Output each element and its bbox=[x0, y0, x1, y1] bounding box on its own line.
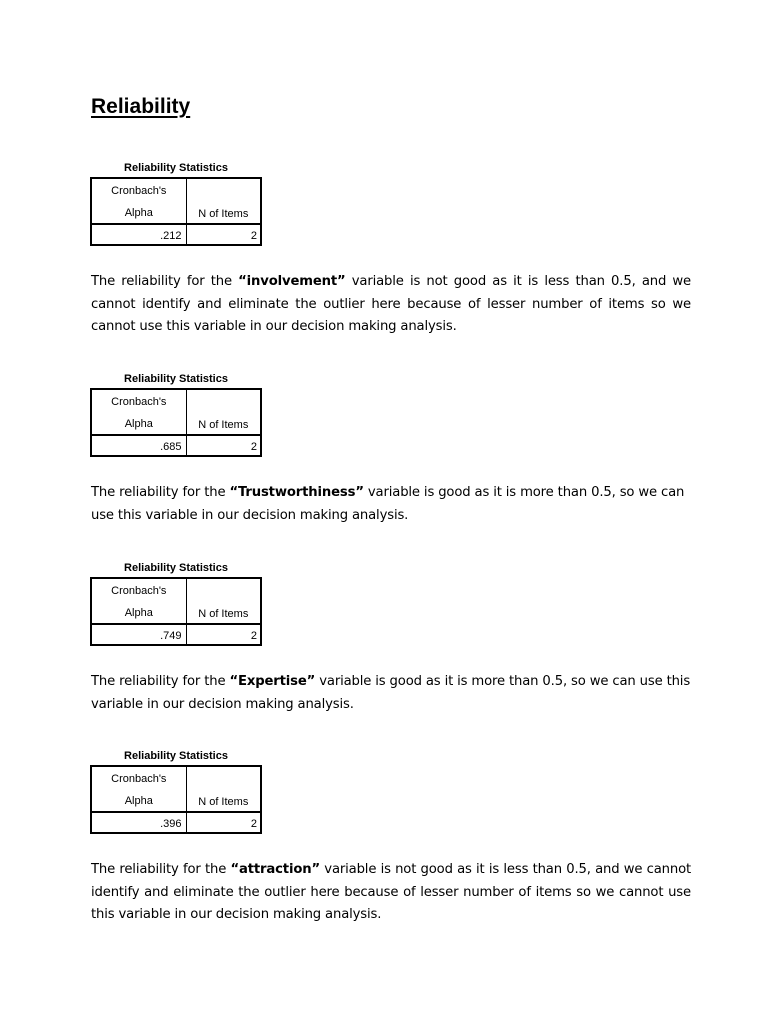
header-line-2: Alpha bbox=[124, 607, 153, 619]
n-of-items-header: N of Items bbox=[186, 389, 261, 435]
paragraph-lead: The reliability for the bbox=[91, 674, 230, 689]
reliability-stats-block-trustworthiness bbox=[90, 372, 262, 457]
n-of-items-value: 2 bbox=[250, 230, 257, 242]
paragraph-rest: variable is not good as it is less than 0.5, and we cannot identify and eliminate the outlier here because of lesser number of items so we cannot use this variable in our decision making analysis. bbox=[91, 274, 691, 334]
paragraph-lead: The reliability for the bbox=[91, 485, 230, 500]
interpretation-paragraph-attraction bbox=[91, 859, 691, 927]
table-caption: Reliability Statistics bbox=[124, 373, 228, 385]
cronbach-alpha-header bbox=[91, 766, 186, 812]
reliability-stats-table bbox=[90, 765, 262, 834]
interpretation-paragraph-trustworthiness bbox=[91, 482, 691, 527]
table-caption: Reliability Statistics bbox=[124, 750, 228, 762]
header-line-1: Cronbach's bbox=[111, 585, 167, 597]
n-of-items-value: 2 bbox=[250, 818, 257, 830]
reliability-stats-table bbox=[90, 177, 262, 246]
variable-name: “Expertise” bbox=[229, 674, 316, 689]
n-of-items-header: N of Items bbox=[186, 578, 261, 624]
header-line-1: Cronbach's bbox=[111, 396, 167, 408]
table-caption: Reliability Statistics bbox=[124, 562, 228, 574]
table-caption: Reliability Statistics bbox=[124, 162, 228, 174]
variable-name: “involvement” bbox=[238, 274, 346, 289]
n-of-items-value: 2 bbox=[250, 441, 257, 453]
paragraph-rest: variable is not good as it is less than 0.5, and we cannot identify and eliminate the outlier here because of lesser number of items so we cannot use this variable in our decision making analysis. bbox=[91, 862, 692, 922]
n-of-items-header: N of Items bbox=[186, 178, 261, 224]
variable-name: “attraction” bbox=[230, 862, 320, 877]
header-line-1: Cronbach's bbox=[111, 185, 167, 197]
paragraph-lead: The reliability for the bbox=[91, 274, 239, 289]
n-of-items-header: N of Items bbox=[186, 766, 261, 812]
cronbach-alpha-header bbox=[91, 578, 186, 624]
reliability-stats-block-involvement bbox=[90, 161, 262, 246]
header-line-2: Alpha bbox=[124, 795, 153, 807]
reliability-stats-block-expertise bbox=[90, 561, 262, 646]
interpretation-paragraph-involvement bbox=[91, 271, 691, 339]
cronbach-alpha-value: .749 bbox=[91, 624, 186, 645]
reliability-stats-table bbox=[90, 388, 262, 457]
paragraph-rest: variable is good as it is more than 0.5, so we can use this variable in our decision making analysis. bbox=[91, 485, 685, 523]
cronbach-alpha-header bbox=[91, 178, 186, 224]
reliability-stats-block-attraction bbox=[90, 749, 262, 834]
cronbach-alpha-value: .212 bbox=[91, 224, 186, 245]
variable-name: “Trustworthiness” bbox=[229, 485, 364, 500]
cronbach-alpha-value: .396 bbox=[91, 812, 186, 833]
paragraph-lead: The reliability for the bbox=[91, 862, 231, 877]
n-of-items-value: 2 bbox=[250, 630, 257, 642]
cronbach-alpha-header bbox=[91, 389, 186, 435]
header-line-2: Alpha bbox=[124, 418, 153, 430]
header-line-2: Alpha bbox=[124, 207, 153, 219]
cronbach-alpha-value: .685 bbox=[91, 435, 186, 456]
paragraph-rest: variable is good as it is more than 0.5, so we can use this variable in our decision making analysis. bbox=[91, 674, 691, 712]
reliability-stats-table bbox=[90, 577, 262, 646]
page-title: Reliability bbox=[91, 95, 191, 118]
header-line-1: Cronbach's bbox=[111, 773, 167, 785]
interpretation-paragraph-expertise bbox=[91, 671, 691, 716]
